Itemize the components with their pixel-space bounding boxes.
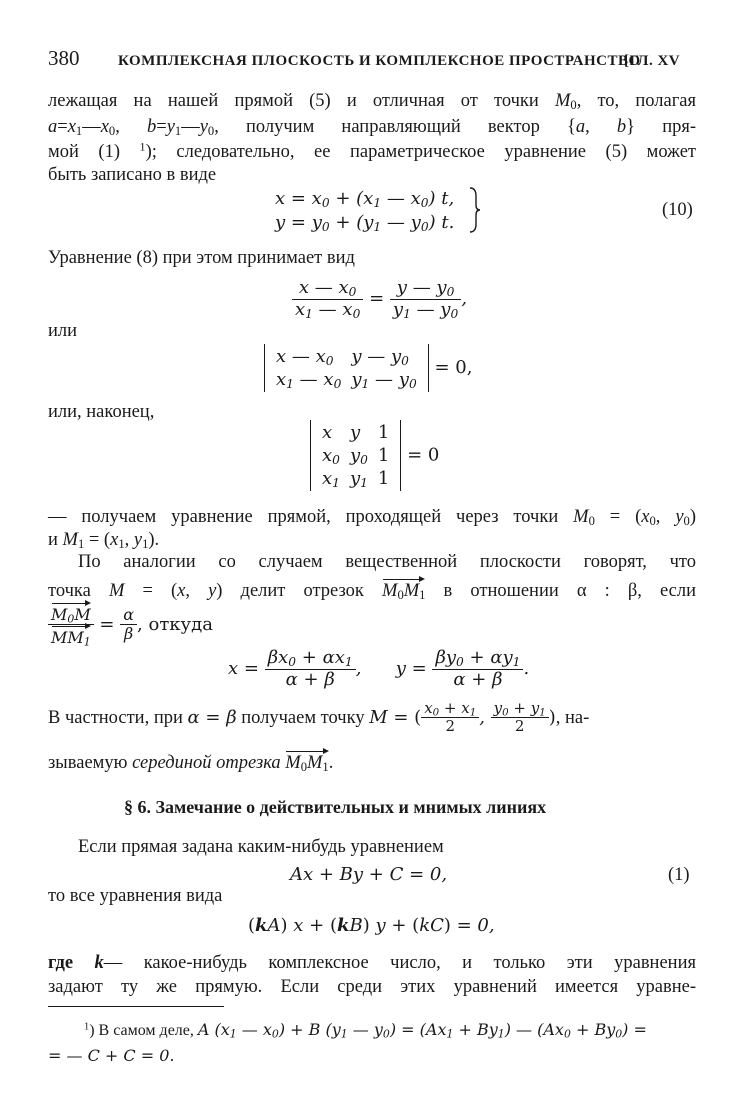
equation-determinant-2x2: x — $x_0$ y — $y_0$ $x_1$ — $x_0$ $y_1$ — $y_0$ = 0, [264,344,472,392]
brace-icon [468,186,482,234]
footnote-line-2: = — C + C = 0. [48,1046,175,1065]
equation-scaled: (kA) x + (kB) y + (kC) = 0, [248,915,495,936]
paragraph-1-line-1: лежащая на нашей прямой (5) и отличная от точки $M_0$, то, полагая [48,91,696,113]
chapter-label: [ГЛ. XV [624,53,681,69]
equation-point-coordinates: x = $\frac{\beta x_0 + \alpha x_1}{\alpha + \beta}$ , y = $\frac{\beta y_0 + \alpha y_1}{\alpha + \beta}$ . [228,647,530,690]
paragraph-2: Уравнение (8) при этом принимает вид [48,248,355,268]
equation-1-number: (1) [668,865,690,885]
paragraph-1-line-3: мой (1) $^1$); следовательно, ее параметрическое уравнение (5) может [48,139,696,162]
paragraph-1-line-2: $a=x_1—x_0$, $b=y_1—y_0$, получим направляющий вектор {a, b} пря- [48,117,697,139]
equation-10-number: (10) [662,200,693,220]
paragraph-1-line-4: быть записано в виде [48,165,217,185]
equation-determinant-3x3: x y 1 $x_0$ $y_0$ 1 $x_1$ $y_1$ 1 = 0 [310,420,439,491]
section-title: § 6. Замечание о действительных и мнимых линиях [124,797,547,817]
footnote-rule [48,1006,224,1007]
paragraph-5-line-2: зываемую серединой отрезка $M_0M_1$. [48,750,333,773]
paragraph-4-line-2: точка M = (x, y) делит отрезок $M_0M_1$ в отношении α : β, если [48,578,696,601]
equation-1: Ax + By + C = 0, [290,864,448,885]
paragraph-3-line-2: и $M_1 = (x_1$, $y_1$). [48,530,160,552]
or-label-1: или [48,321,78,341]
equation-10-line-1: $x = x_0 + (x_1$ — $x_0$) t, [275,188,455,211]
equation-10-line-2: $y = y_0 + (y_1$ — $y_0$) t. [275,212,455,235]
paragraph-8-line-2: задают ту же прямую. Если среди этих уравнений имеется уравне- [48,977,696,997]
or-label-2: или, наконец, [48,402,155,422]
paragraph-6: Если прямая задана каким-нибудь уравнением [78,837,444,857]
running-title: КОМПЛЕКСНАЯ ПЛОСКОСТЬ И КОМПЛЕКСНОЕ ПРОСТРАНСТВО [118,53,641,69]
ratio-fraction: $\frac{M_0M}{MM_1}$ = $\frac{\alpha}{\beta}$ , откуда [48,602,213,648]
page-number: 380 [48,46,80,70]
footnote-line-1: $^1$) В самом деле, A ($x_1$ — $x_0) + B$ ($y_1$ — $y_0) = (Ax_1 + By_1)$ — $(Ax_0 + By_0)$ = [84,1020,647,1041]
paragraph-3-line-1: — получаем уравнение прямой, проходящей через точки $M_0 = (x_0$, $y_0$) [48,507,696,529]
paragraph-5-line-1: В частности, при α = β получаем точку M = ( $\frac{x_0 + x_1}{2}$ , $\frac{y_0 + y_1}{2}$ ), на- [48,699,590,736]
equation-fraction: $\frac{x — x_0}{x_1 — x_0}$ = $\frac{y — y_0}{y_1 — y_0}$ , [292,278,467,320]
paragraph-4-line-1: По аналогии со случаем вещественной плоскости говорят, что [78,552,696,572]
paragraph-8-line-1: где k— какое-нибудь комплексное число, и только эти уравнения [48,953,696,973]
paragraph-7: то все уравнения вида [48,886,223,906]
